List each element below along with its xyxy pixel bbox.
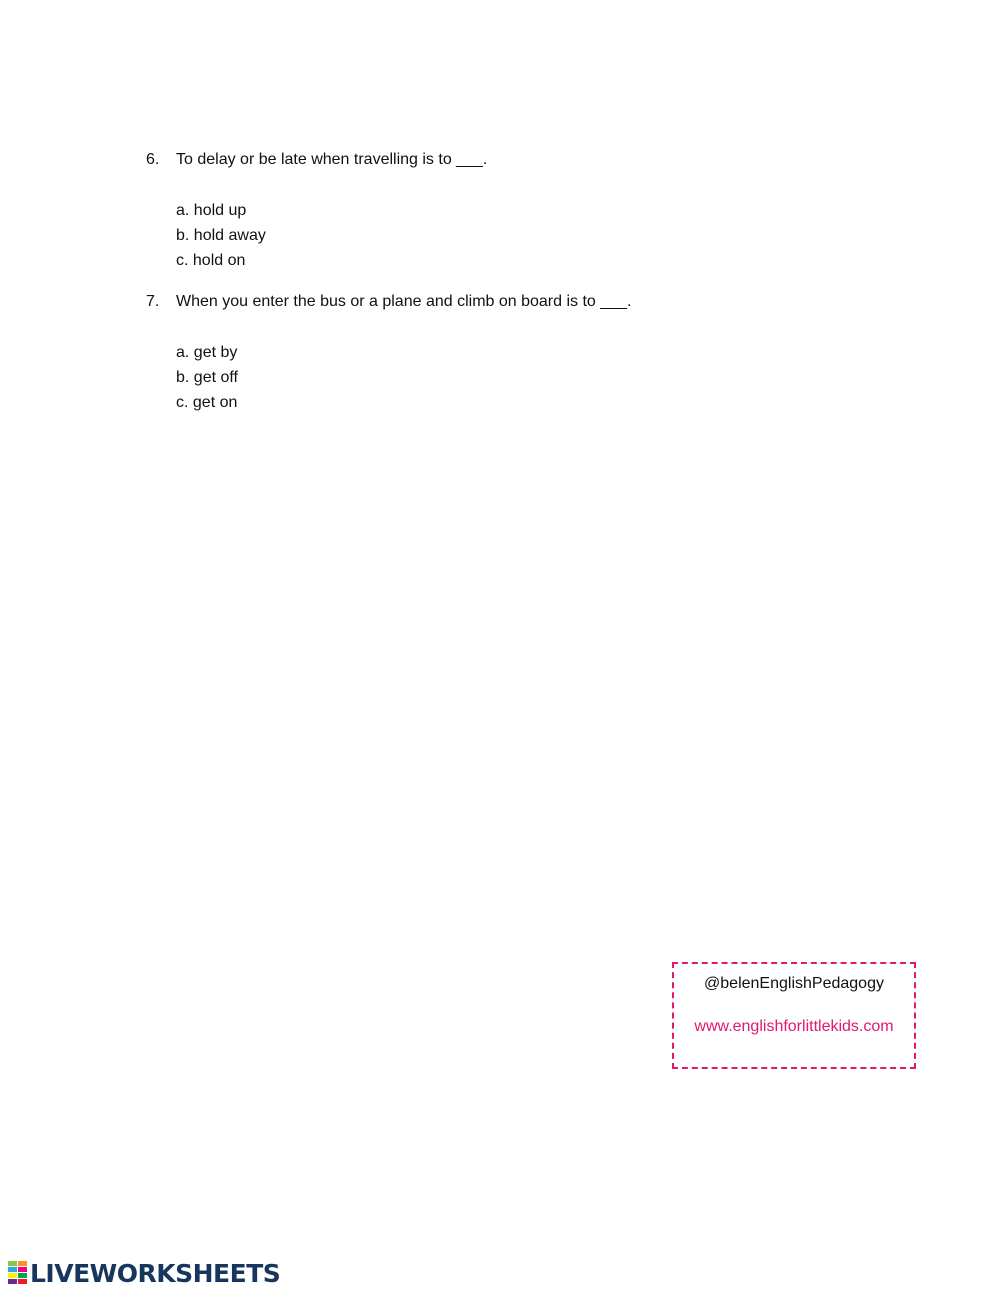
question-6-options bbox=[176, 198, 266, 273]
question-text: When you enter the bus or a plane and climb on board is to ___. bbox=[176, 293, 632, 310]
credit-handle: @belenEnglishPedagogy bbox=[704, 975, 884, 992]
question-number: 6. bbox=[146, 151, 160, 168]
question-text: To delay or be late when travelling is to ___. bbox=[176, 151, 488, 168]
option-c[interactable]: c. hold on bbox=[176, 252, 246, 269]
option-b[interactable]: b. hold away bbox=[176, 227, 266, 244]
liveworksheets-brand-text: LIVEWORKSHEETS bbox=[30, 1258, 281, 1288]
question-number: 7. bbox=[146, 293, 160, 310]
question-6 bbox=[146, 150, 487, 170]
liveworksheets-logo-icon bbox=[8, 1261, 28, 1285]
credit-url-link[interactable]: www.englishforlittlekids.com bbox=[694, 1018, 894, 1035]
option-c[interactable]: c. get on bbox=[176, 394, 238, 411]
option-a[interactable]: a. get by bbox=[176, 344, 238, 361]
option-a[interactable]: a. hold up bbox=[176, 202, 247, 219]
question-7 bbox=[146, 292, 631, 312]
liveworksheets-logo[interactable] bbox=[8, 1258, 280, 1288]
option-b[interactable]: b. get off bbox=[176, 369, 238, 386]
question-7-options bbox=[176, 340, 238, 415]
credit-box bbox=[672, 962, 916, 1069]
